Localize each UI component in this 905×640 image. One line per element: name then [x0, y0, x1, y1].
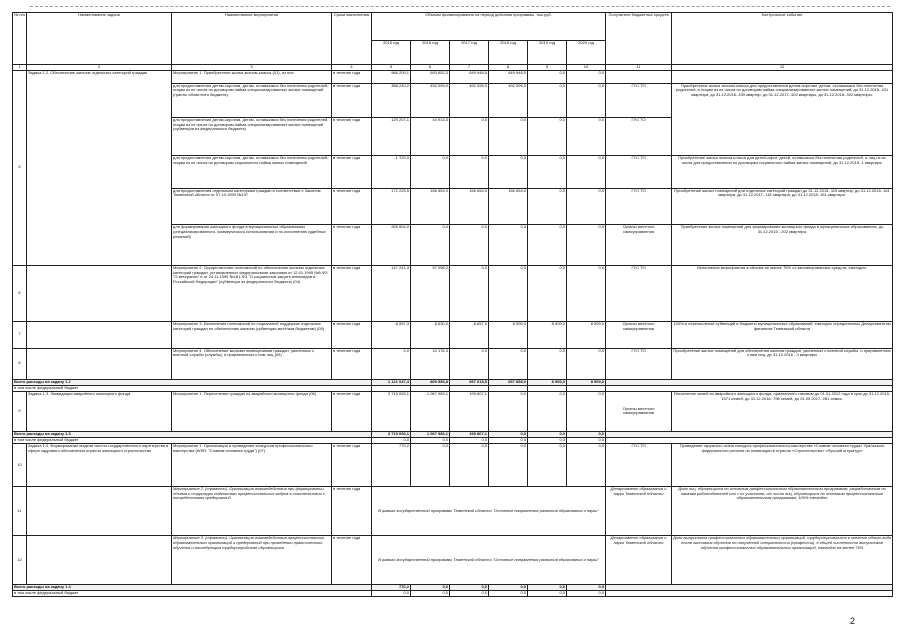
column-index: 3 — [172, 64, 332, 70]
event-cell: для формирования жилищного фонда в муниципальных образованиях (специализированного, коммерческого использования и по исполнению судебных решений) — [172, 225, 332, 266]
amount-cell: 0,0 — [567, 431, 606, 437]
row-number: 12 — [13, 536, 27, 584]
amount-cell: 199 807,1 — [450, 431, 489, 437]
row-number: 7 — [13, 321, 27, 348]
event-cell: Мероприятие 1. Приобретение жилья эконом-класса (01), из них: — [172, 70, 332, 83]
task-cell: Задача 1.3. Ликвидация аварийного жилищного фонда — [27, 391, 172, 431]
event-cell: для предоставления детям-сиротам, детям, оставшимся без попечения родителей, лицам из их числа по договорам социального найма жилых помещений — [172, 156, 332, 188]
task-cell: Задача 1.4. Формирование модели частно-государственного партнерства в сфере кадрового обеспечения отрасли жилищного строительства — [27, 443, 172, 486]
row-number: 5 — [13, 70, 27, 265]
reference-note: В рамках государственной программы Тюменской области "Основные направления развития образования и науки" — [372, 536, 606, 584]
amount-cell: 0,0 — [567, 584, 606, 590]
event-cell: для предоставления детям-сиротам, детям, оставшимся без попечения родителей, лицам из их числа по договорам найма специализированных жилых помещений (субвенции из федерального бюджета) — [172, 117, 332, 156]
amount-cell: 0,0 — [372, 437, 411, 443]
reference-note: В рамках государственной программы Тюменской области "Основные направления развития образования и науки" — [372, 486, 606, 535]
task-cell — [27, 486, 172, 535]
amount-cell: 0,0 — [567, 117, 606, 156]
total-label: Всего расходы на задачу 1.3 — [13, 431, 372, 437]
amount-cell: 3 719 093,1 — [372, 391, 411, 431]
amount-cell: 0,0 — [489, 443, 528, 486]
control-cell: Приобретение жилых помещений для отдельных категорий граждан до 31.12.2015- 119 квартир, до 31.12.2016- 161 квартира, до 31.12.2017- 161 квартира, до 31.12.2018- 161 квартира. — [672, 188, 893, 225]
row-number: 10 — [13, 443, 27, 486]
recipient-cell: ГУС ТО — [606, 83, 672, 117]
amount-cell: 0,0 — [489, 117, 528, 156]
amount-cell: 0,0 — [567, 188, 606, 225]
control-cell: Приобретение жилья эконом-класса для предоставления детям-сиротам, детям, оставшимся без попечения родителей, и лицам из их числа по договорам найма специализированных жилых помещений, до 31.12.2015- 431 квартира, до 31.12.2016- 439 квартир, до 31.12.2017- 402 квартиры, до 31.12.2018- 402 квартиры. — [672, 83, 893, 156]
row-number: 8 — [13, 348, 27, 379]
row-number: 11 — [13, 486, 27, 535]
amount-cell: 0,0 — [372, 590, 411, 596]
term-cell: в течение года — [332, 83, 372, 117]
recipient-cell: ГУС ТО — [606, 156, 672, 188]
term-cell: в течение года — [332, 443, 372, 486]
amount-cell: 770,2 — [372, 584, 411, 590]
amount-cell: 0,0 — [567, 590, 606, 596]
recipient-cell: Департамент образования и науки Тюменской области — [606, 536, 672, 584]
column-index: 8 — [489, 64, 528, 70]
control-cell: Проведение окружного этапа конкурса профессионального мастерства «Славим человека труда» Уральского федерального региона по номинации в отрасли «Строительство» «Лучший штукатур» — [672, 443, 893, 486]
amount-cell: 172 225,5 — [372, 188, 411, 225]
top-border-line — [30, 6, 890, 7]
amount-cell: 156 654,0 — [411, 188, 450, 225]
table-row — [13, 391, 893, 431]
amount-cell: 0,0 — [489, 348, 528, 379]
amount-cell: 0,0 — [489, 156, 528, 188]
term-cell: в течение года — [332, 70, 372, 83]
amount-cell: 0,0 — [567, 348, 606, 379]
amount-cell: 0,0 — [528, 443, 567, 486]
recipient-cell: Органы местного самоуправления — [606, 225, 672, 266]
control-cell: Приобретение жилых помещений для формирования жилищного фонда в муниципальных образованиях, до 31.12.2015 - 202 квартиры — [672, 225, 893, 266]
amount-cell: 8 909,0 — [528, 379, 567, 385]
amount-cell: 156 654,0 — [489, 188, 528, 225]
federal-label: в том числе федеральный бюджет — [13, 385, 372, 391]
recipient-cell: Департамент образования и науки Тюменской области — [606, 486, 672, 535]
amount-cell: 0,0 — [528, 431, 567, 437]
amount-cell: 809 556,8 — [411, 379, 450, 385]
amount-cell: 0,0 — [411, 156, 450, 188]
federal-row — [13, 590, 893, 596]
amount-cell: 0,0 — [567, 391, 606, 431]
header-year: 2016 год — [411, 40, 450, 64]
recipient-cell: ГУС ТО — [606, 348, 672, 379]
federal-label: в том числе федеральный бюджет — [13, 437, 372, 443]
task-cell — [27, 265, 172, 321]
task-cell — [27, 321, 172, 348]
amount-cell: 1 121 047,4 — [372, 379, 411, 385]
term-cell: в течение года — [332, 265, 372, 321]
amount-cell: 0,0 — [450, 348, 489, 379]
header-task: Наименование задачи — [27, 13, 172, 65]
term-cell: в течение года — [332, 225, 372, 266]
amount-cell: 0,0 — [528, 584, 567, 590]
amount-cell: 0,0 — [411, 590, 450, 596]
amount-cell: 0,0 — [450, 590, 489, 596]
event-cell: Мероприятие 3. (справочно). Организация взаимодействия профессиональных образовательных организаций и предприятий при проведении практического обучения и последующим трудоустройстве обучающихся — [172, 536, 332, 584]
task-cell — [27, 536, 172, 584]
amount-cell: 0,0 — [528, 265, 567, 321]
amount-cell: 0,0 — [567, 437, 606, 443]
amount-cell: 3 719 093,1 — [372, 431, 411, 437]
row-number: 9 — [13, 391, 27, 431]
amount-cell: 0,0 — [528, 83, 567, 117]
amount-cell: 8 909,0 — [567, 321, 606, 348]
event-cell: Мероприятие 2. Осуществление полномочий по обеспечению жильем отдельных категорий граждан, установленных федеральными законами от 12.01.1995 №5-ФЗ "О ветеранах" и от 24.11.1995 №181-ФЗ "О социальной защите инвалидов в Российской Федерации" (субвенции из федерального бюджета) (04) — [172, 265, 332, 321]
amount-cell: 0,0 — [528, 391, 567, 431]
header-year: 2017 год — [450, 40, 489, 64]
amount-cell: 0,0 — [528, 437, 567, 443]
control-cell: Расселение семей из аварийного жилищного фонда, признанного таковым до 01.01.2012 года в срок до 31.12.2015- 1571 семей, до 31.12.2016- 796 семей, до 01.09.2017- 281 семья. — [672, 391, 893, 431]
term-cell: в течение года — [332, 188, 372, 225]
header-no: № п/п — [13, 13, 27, 65]
header-funding: Объемы финансирования на период действия программы, тыс.руб. — [372, 13, 606, 41]
column-index: 10 — [567, 64, 606, 70]
amount-cell: 0,0 — [450, 225, 489, 266]
amount-cell: 8 630,0 — [411, 321, 450, 348]
amount-cell: 8 909,0 — [489, 321, 528, 348]
recipient-cell — [606, 70, 672, 83]
amount-cell: 0,0 — [567, 156, 606, 188]
amount-cell: 0,0 — [528, 225, 567, 266]
amount-cell: 492 095,0 — [411, 83, 450, 117]
federal-label: в том числе федеральный бюджет — [13, 590, 372, 596]
amount-cell: 0,0 — [489, 225, 528, 266]
amount-cell: 10 176,3 — [411, 348, 450, 379]
amount-cell: 8 909,0 — [528, 321, 567, 348]
term-cell: в течение года — [332, 321, 372, 348]
header-term: Сроки выполнения — [332, 13, 372, 65]
header-recipient: Получатели бюджетных средств — [606, 13, 672, 65]
amount-cell: 492 095,0 — [450, 83, 489, 117]
amount-cell: 1 067 983,1 — [411, 391, 450, 431]
term-cell: в течение года — [332, 391, 372, 431]
amount-cell: 1 067 983,1 — [411, 431, 450, 437]
amount-cell: 0,0 — [489, 590, 528, 596]
amount-cell: 0,0 — [528, 156, 567, 188]
table-row — [13, 265, 893, 321]
control-cell — [672, 70, 893, 83]
amount-cell: 199 807,1 — [450, 391, 489, 431]
empty-cell — [606, 590, 893, 596]
amount-cell: 770,2 — [372, 443, 411, 486]
amount-cell: 649 948,5 — [489, 70, 528, 83]
amount-cell: 657 858,0 — [489, 379, 528, 385]
amount-cell: 0,0 — [450, 117, 489, 156]
amount-cell: 0,0 — [450, 156, 489, 188]
amount-cell: 0,0 — [450, 265, 489, 321]
column-index: 12 — [672, 64, 893, 70]
event-cell: Мероприятие 1. Организация и проведение конкурсов профессионального мастерства (WSR, "Славим человека труда") (07) — [172, 443, 332, 486]
amount-cell: 0,0 — [528, 188, 567, 225]
amount-cell: 0,0 — [567, 70, 606, 83]
amount-cell: 0,0 — [450, 437, 489, 443]
amount-cell: 0,0 — [411, 437, 450, 443]
amount-cell: 156 654,0 — [450, 188, 489, 225]
header-row — [13, 13, 893, 41]
table-row — [13, 536, 893, 584]
recipient-cell: Органы местного самоуправления — [606, 321, 672, 348]
amount-cell: 0,0 — [489, 584, 528, 590]
amount-cell: 0,0 — [567, 225, 606, 266]
page-number: 2 — [849, 616, 855, 626]
amount-cell: 966 209,1 — [372, 70, 411, 83]
amount-cell: 0,0 — [411, 443, 450, 486]
task-cell: Задача 1.2. Обеспечение жильем отдельных категорий граждан — [27, 70, 172, 265]
amount-cell: 492 095,0 — [489, 83, 528, 117]
column-index: 4 — [332, 64, 372, 70]
row-number: 6 — [13, 265, 27, 321]
header-year: 2019 год — [528, 40, 567, 64]
amount-cell: 0,0 — [411, 584, 450, 590]
control-cell: Доля лиц, обучающихся по основным профессиональным образовательным программам, разработанным по заказам работодателей или с их участием, от числа лиц, обучающихся по основным профессиональным образовательным программам, 100% ежегодно — [672, 486, 893, 535]
term-cell: в течение года — [332, 117, 372, 156]
amount-cell: 8 597,3 — [372, 321, 411, 348]
recipient-cell: ГУС ТО — [606, 188, 672, 225]
amount-cell: 8 909,0 — [567, 379, 606, 385]
control-cell: Исполнение мероприятия в объеме не менее 75% от запланированных средств, ежегодно. — [672, 265, 893, 321]
amount-cell: 0,0 — [489, 265, 528, 321]
amount-cell: 0,0 — [450, 443, 489, 486]
column-index: 9 — [528, 64, 567, 70]
amount-cell: 0,0 — [567, 83, 606, 117]
recipient-cell: ГУС ТО — [606, 265, 672, 321]
amount-cell: 0,0 — [528, 117, 567, 156]
amount-cell: 1 729,0 — [372, 156, 411, 188]
control-cell: Доля выпускников профессиональных образовательных организаций, трудоустроившихся в течение одного года после окончания обучения по полученной специальности (профессии), в общей численности выпускников обучения профессиональных образовательных организаций, ежегодно не менее 75% — [672, 536, 893, 584]
event-cell: Мероприятие 4. Обеспечение жилыми помещениями граждан, уволенных с военной службы (службы), и приравненных к ним лиц (09) — [172, 348, 332, 379]
amount-cell: 0,0 — [528, 70, 567, 83]
amount-cell: 657 615,5 — [450, 379, 489, 385]
column-index: 7 — [450, 64, 489, 70]
term-cell: в течение года — [332, 348, 372, 379]
table-row — [13, 348, 893, 379]
event-cell: для предоставления детям-сиротам, детям, оставшимся без попечения родителей, лицам из их числа по договорам найма специализированных жилых помещений (гранты областного бюджета) — [172, 83, 332, 117]
header-year: 2020 год — [567, 40, 606, 64]
amount-cell: 0,0 — [528, 590, 567, 596]
header-year: 2018 год — [489, 40, 528, 64]
task-cell — [27, 348, 172, 379]
control-cell: Приобретение жилых помещений для обеспечения жильем граждан, уволенных с военной службы, и приравненных к ним лиц, до 31.12.2016 - 4 квартиры — [672, 348, 893, 379]
column-index: 5 — [372, 64, 411, 70]
table-row — [13, 443, 893, 486]
amount-cell: 97 098,2 — [411, 265, 450, 321]
amount-cell: 0,0 — [567, 265, 606, 321]
amount-cell: 44 913,3 — [411, 117, 450, 156]
amount-cell: 0,0 — [450, 584, 489, 590]
amount-cell: 693 652,3 — [411, 70, 450, 83]
amount-cell: 8 657,0 — [450, 321, 489, 348]
amount-cell: 388 240,2 — [372, 83, 411, 117]
table-row — [13, 321, 893, 348]
recipient-cell: ГУС ТО — [606, 117, 672, 156]
amount-cell: 265 604,0 — [372, 225, 411, 266]
control-cell: Приобретение жилья эконом-класса для детей-сирот, детей, оставшихся без попечения родителей, и лиц из их числа для предоставления по договорам социального найма жилых помещений, до 31.12.2015- 1 квартира. — [672, 156, 893, 188]
amount-cell: 147 241,3 — [372, 265, 411, 321]
term-cell: в течение года — [332, 536, 372, 584]
header-year: 2015 год — [372, 40, 411, 64]
table-row — [13, 70, 893, 83]
table-row — [13, 486, 893, 535]
amount-cell: 0,0 — [489, 391, 528, 431]
recipient-cell: Органы местного самоуправления — [606, 391, 672, 431]
term-cell: в течение года — [332, 156, 372, 188]
program-table — [12, 12, 893, 597]
amount-cell: 0,0 — [411, 225, 450, 266]
term-cell: в течение года — [332, 486, 372, 535]
recipient-cell: ГУС ТО — [606, 443, 672, 486]
column-index: 1 — [13, 64, 27, 70]
amount-cell: 0,0 — [567, 443, 606, 486]
amount-cell: 649 948,5 — [450, 70, 489, 83]
column-index: 11 — [606, 64, 672, 70]
amount-cell: 0,0 — [489, 437, 528, 443]
event-cell: для предоставления отдельным категориям граждан в соответствии с Законом Тюменской области от 07.10.1999 №137 — [172, 188, 332, 225]
control-cell: 100%-е перечисление субвенций в бюджеты муниципальных образований, ежегодно определенных Департаментом финансов Тюменской области — [672, 321, 893, 348]
amount-cell: 0,0 — [372, 348, 411, 379]
amount-cell: 0,0 — [489, 431, 528, 437]
header-event: Наименование мероприятия — [172, 13, 332, 65]
column-index: 6 — [411, 64, 450, 70]
amount-cell: 0,0 — [528, 348, 567, 379]
event-cell: Мероприятие 1. Переселение граждан из аварийного жилищного фонда (06) — [172, 391, 332, 431]
event-cell: Мероприятие 3. Исполнение полномочий по социальной поддержке отдельных категорий граждан по обеспечению жильем (субвенции местным бюджетам) (05) — [172, 321, 332, 348]
event-cell: Мероприятие 2. (справочно). Организация взаимодействия при формировании объема и структуры подготовки профессиональных кадров в соответствии с потребностями предприятий — [172, 486, 332, 535]
total-label: Всего расходы на задачу 1.2 — [13, 379, 372, 385]
header-control: Контрольное событие — [672, 13, 893, 65]
amount-cell: 129 207,1 — [372, 117, 411, 156]
column-index: 2 — [27, 64, 172, 70]
total-label: Всего расходы на задачу 1.4 — [13, 584, 372, 590]
